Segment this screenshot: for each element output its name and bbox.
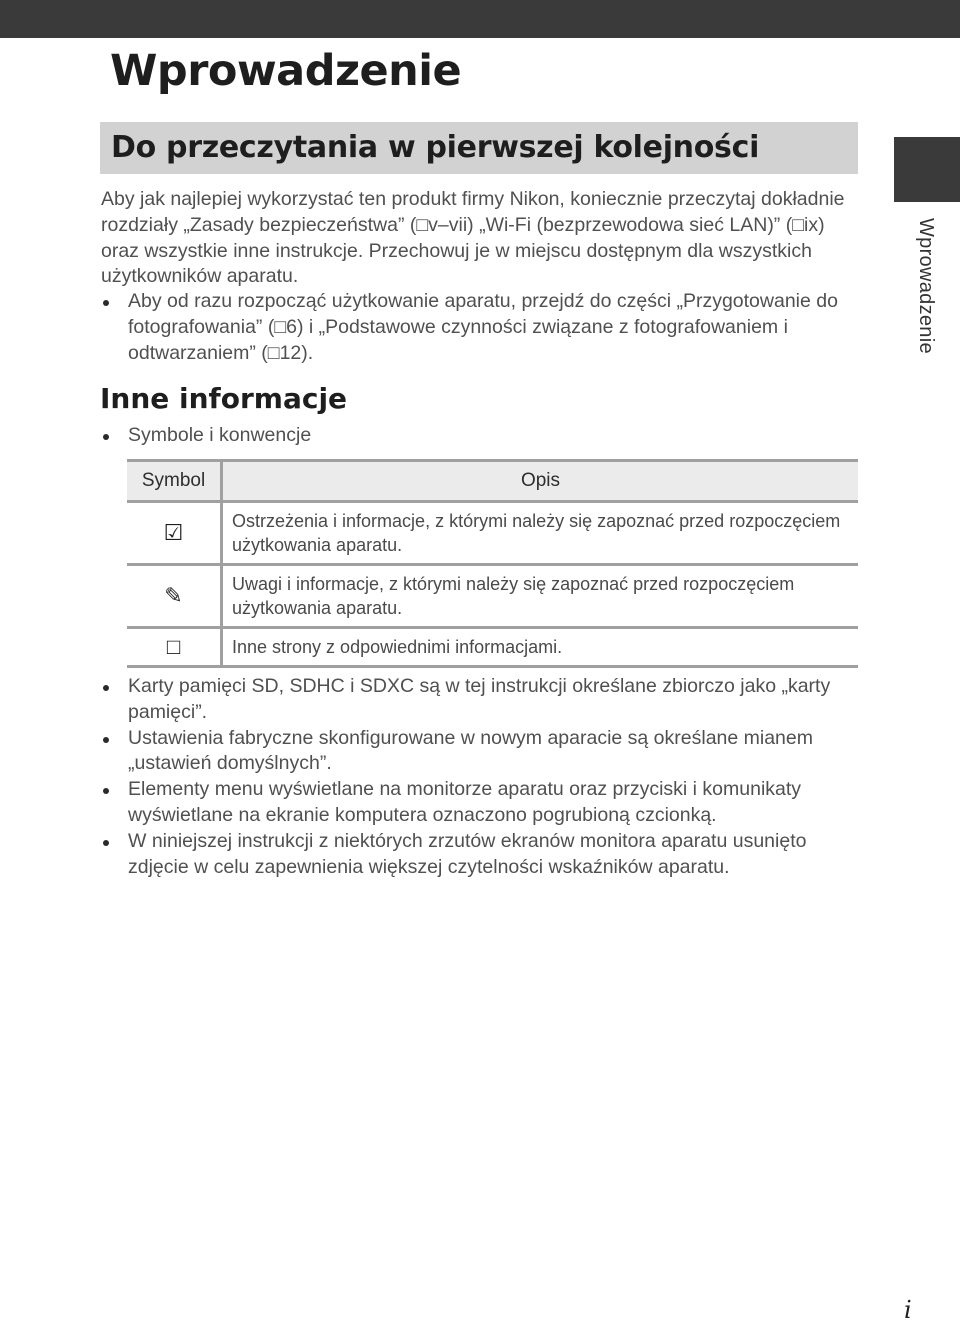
- list-item: Ustawienia fabryczne skonfigurowane w nowym aparacie są określane mianem „ustawień domyślnych”.: [101, 726, 861, 778]
- table-header-row: [127, 461, 858, 502]
- section-header: [100, 122, 858, 174]
- chapter-tab: [894, 137, 960, 202]
- chapter-tab-label: Wprowadzenie: [915, 218, 937, 354]
- conventions-bullet-list: [101, 674, 861, 880]
- table-cell-description: Inne strony z odpowiednimi informacjami.: [222, 628, 859, 667]
- table-row: [127, 502, 858, 565]
- page-number: i: [904, 1296, 912, 1324]
- book-icon: □: [166, 633, 181, 659]
- top-bar: [0, 0, 960, 38]
- symbols-bullet-list: [101, 423, 861, 449]
- intro-paragraph: Aby jak najlepiej wykorzystać ten produkt firmy Nikon, koniecznie przeczytaj dokładnie rozdziały „Zasady bezpieczeństwa” (□v–vii) „Wi-Fi (bezprzewodowa sieć LAN)” (□ix) oraz wszystkie inne instrukcje. Przechowuj je w miejscu dostępnym dla wszystkich użytkowników aparatu.: [101, 188, 845, 288]
- list-item: Karty pamięci SD, SDHC i SDXC są w tej instrukcji określane zbiorczo jako „karty pamięci”.: [101, 674, 861, 726]
- subsection-title: Inne informacje: [100, 382, 348, 415]
- table-row: [127, 628, 858, 667]
- list-item: Symbole i konwencje: [101, 423, 861, 449]
- column-header-symbol: Symbol: [127, 461, 222, 502]
- pencil-icon: ✎: [164, 582, 183, 608]
- page-title: Wprowadzenie: [110, 46, 462, 96]
- checkbox-icon: ☑: [163, 519, 184, 545]
- section-title: Do przeczytania w pierwszej kolejności: [111, 130, 760, 165]
- column-header-description: Opis: [222, 461, 859, 502]
- list-item: W niniejszej instrukcji z niektórych zrzutów ekranów monitora aparatu usunięto zdjęcie w celu zapewnienia większej czytelności wskaźników aparatu.: [101, 829, 861, 881]
- intro-bullet-list: [101, 289, 861, 366]
- table-cell-description: Uwagi i informacje, z którymi należy się zapoznać przed rozpoczęciem użytkowania aparatu.: [222, 565, 859, 628]
- table-cell-description: Ostrzeżenia i informacje, z którymi należy się zapoznać przed rozpoczęciem użytkowania aparatu.: [222, 502, 859, 565]
- list-item: Aby od razu rozpocząć użytkowanie aparatu, przejdź do części „Przygotowanie do fotografowania” (□6) i „Podstawowe czynności związane z fotografowaniem i odtwarzaniem” (□12).: [101, 289, 861, 366]
- list-item: Elementy menu wyświetlane na monitorze aparatu oraz przyciski i komunikaty wyświetlane na ekranie komputera oznaczono pogrubioną czcionką.: [101, 777, 861, 829]
- symbols-table: [127, 459, 858, 668]
- table-row: [127, 565, 858, 628]
